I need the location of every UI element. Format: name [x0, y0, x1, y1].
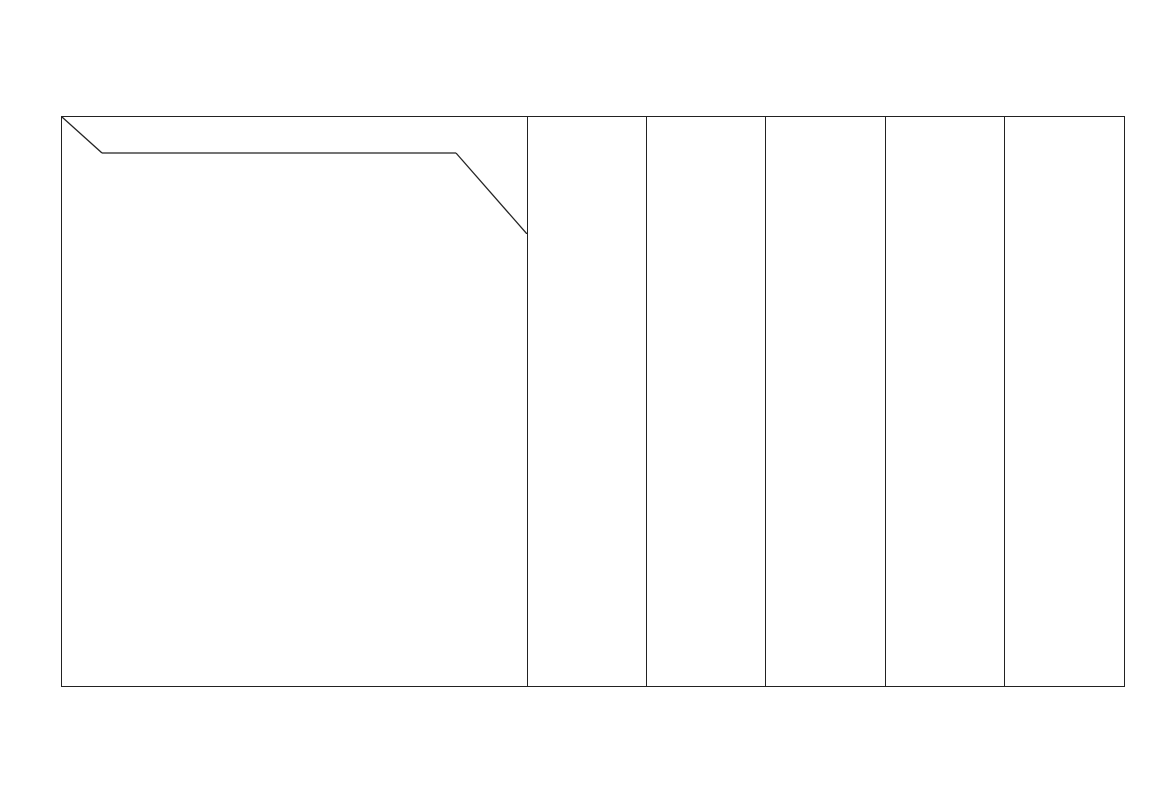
header-corner-cell: [62, 117, 528, 687]
col-header-first-month: [647, 117, 766, 687]
header-diagonal-lines: [62, 117, 527, 234]
col-header-each-use: [527, 117, 646, 687]
header-row: [62, 117, 1125, 687]
col-header-every-month: [766, 117, 885, 687]
maintenance-table: [61, 116, 1125, 687]
page-number: [76, 789, 82, 807]
col-header-every-6-months: [885, 117, 1004, 687]
col-header-every-year: [1004, 117, 1124, 687]
